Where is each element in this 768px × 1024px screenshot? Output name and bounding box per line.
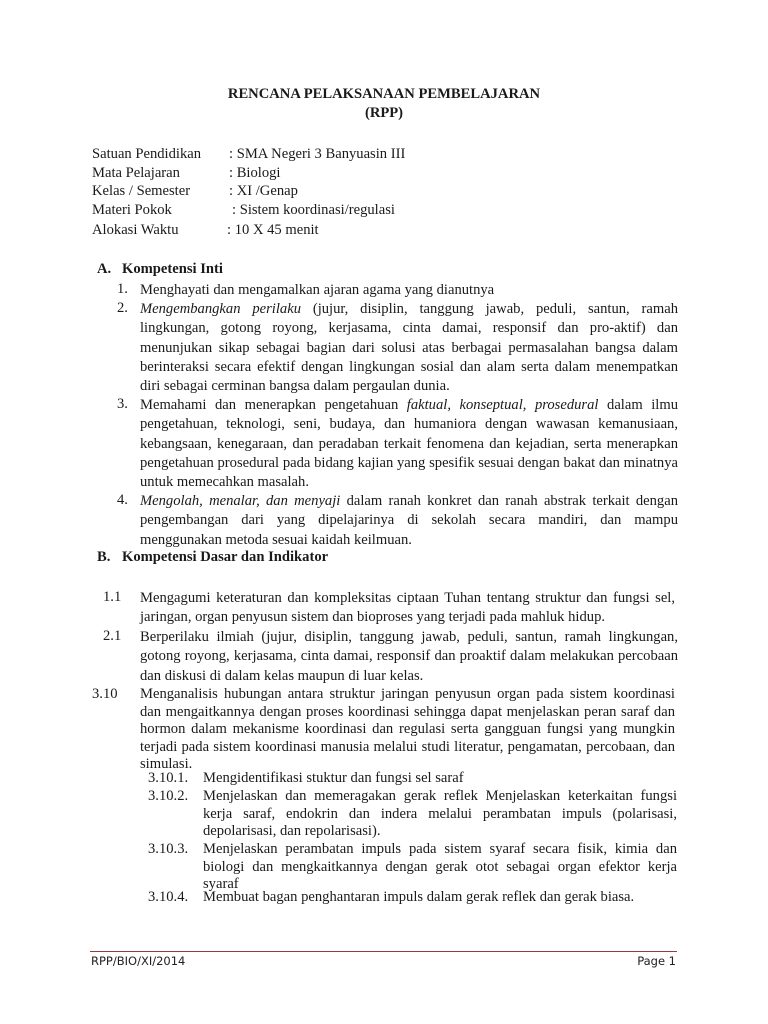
list-number: 3. (117, 396, 128, 412)
info-label: Alokasi Waktu (92, 222, 179, 238)
info-label: Mata Pelajaran (92, 165, 180, 181)
list-item-italic: Mengolah, menalar, dan menyaji (140, 493, 341, 509)
kd-number: 1.1 (103, 589, 122, 605)
indicator-number: 3.10.4. (148, 889, 189, 905)
list-number: 4. (117, 492, 128, 508)
list-item (140, 281, 678, 300)
kd-number: 2.1 (103, 628, 122, 644)
indicator-item: Mengidentifikasi stuktur dan fungsi sel saraf (203, 770, 464, 786)
indicator-item: Menjelaskan perambatan impuls pada sistem syaraf secara fisik, kimia dan biologi dan mengkaitkannya dengan gerak otot sebagai organ efektor kerja syaraf (203, 841, 677, 893)
list-item-text: dalam ilmu pengetahuan, teknologi, seni, budaya, dan humaniora dengan wawasan kemanusiaan, kebangsaan, kenegaraan, dan peradaban terkait fenomena dan kejadian, serta menerapkan pengetahuan prosedural pada bidang kajian yang spesifik sesuai dengan bakat dan minatnya untuk memecahkan masalah. (140, 397, 678, 491)
kd-number: 3.10 (92, 686, 118, 702)
document-subtitle: (RPP) (364, 105, 404, 121)
info-label: Satuan Pendidikan (92, 146, 202, 162)
list-item-text: Memahami dan menerapkan pengetahuan (140, 397, 407, 413)
section-b-heading: Kompetensi Dasar dan Indikator (122, 549, 329, 565)
info-value: : Sistem koordinasi/regulasi (232, 202, 395, 218)
list-number: 2. (117, 300, 128, 316)
indicator-number: 3.10.2. (148, 788, 189, 804)
section-b-letter: B. (97, 549, 111, 565)
list-item (140, 492, 678, 550)
list-item-text: Menghayati dan mengamalkan ajaran agama yang dianutnya (140, 282, 495, 298)
indicator-number: 3.10.3. (148, 841, 189, 857)
kd-item: Menganalisis hubungan antara struktur jaringan penyusun organ pada sistem koordinasi dan mengaitkannya dengan proses koordinasi sehingga dapat menjelaskan peran saraf dan hormon dalam mekanisme koordinasi dan regulasi serta gangguan fungsi yang mungkin terjadi pada sistem koordinasi manusia melalui studi literatur, pengamatan, percobaan, dan simulasi. (140, 686, 675, 773)
list-item (140, 300, 678, 396)
section-a-letter: A. (97, 261, 112, 277)
kd-item: Berperilaku ilmiah (jujur, disiplin, tanggung jawab, peduli, santun, ramah lingkungan, gotong royong, kerjasama, cinta damai, responsif dan proaktif dalam melakukan percobaan dan diskusi di dalam kelas maupun di luar kelas. (140, 629, 678, 684)
list-item-italic: faktual, konseptual, prosedural (406, 397, 599, 413)
indicator-item: Menjelaskan dan memeragakan gerak reflek Menjelaskan keterkaitan fungsi kerja saraf, endokrin dan indera melalui perambatan impuls (polarisasi, depolarisasi, dan repolarisasi). (203, 788, 677, 840)
document-title: RENCANA PELAKSANAAN PEMBELAJARAN (227, 86, 541, 102)
kd-item: Mengagumi keteraturan dan kompleksitas ciptaan Tuhan tentang struktur dan fungsi sel, jaringan, organ penyusun sistem dan bioproses yang terjadi pada mahluk hidup. (140, 590, 675, 626)
indicator-number: 3.10.1. (148, 770, 189, 786)
info-value: : SMA Negeri 3 Banyuasin III (229, 146, 406, 162)
footer-page-number: Page 1 (637, 954, 676, 968)
indicator-item: Membuat bagan penghantaran impuls dalam gerak reflek dan gerak biasa. (203, 889, 635, 905)
footer-divider (90, 951, 677, 952)
info-value: : 10 X 45 menit (227, 222, 319, 238)
list-item-italic: Mengembangkan perilaku (140, 301, 301, 317)
info-value: : XI /Genap (229, 183, 298, 199)
list-item-text: (jujur, disiplin, tanggung jawab, peduli, santun, ramah lingkungan, gotong royong, kerjasama, cinta damai, responsif dan pro-aktif) dan menunjukan sikap sebagai bagian dari solusi atas berbagai permasalahan bangsa dalam berinteraksi secara efektif dengan lingkungan sosial dan alam serta dalam menempatkan diri sebagai cerminan bangsa dalam pergaulan dunia. (140, 301, 679, 395)
info-label: Materi Pokok (92, 202, 172, 218)
list-number: 1. (117, 281, 128, 297)
list-item-text: dalam ranah konkret dan ranah abstrak terkait dengan pengembangan dari yang dipelajarinya di sekolah secara mandiri, dan mampu menggunakan metoda sesuai kaidah keilmuan. (140, 493, 678, 548)
section-a-heading: Kompetensi Inti (122, 261, 223, 277)
list-item (140, 396, 678, 492)
info-label: Kelas / Semester (92, 183, 191, 199)
info-value: : Biologi (229, 165, 281, 181)
footer-doc-code: RPP/BIO/XI/2014 (91, 954, 186, 968)
